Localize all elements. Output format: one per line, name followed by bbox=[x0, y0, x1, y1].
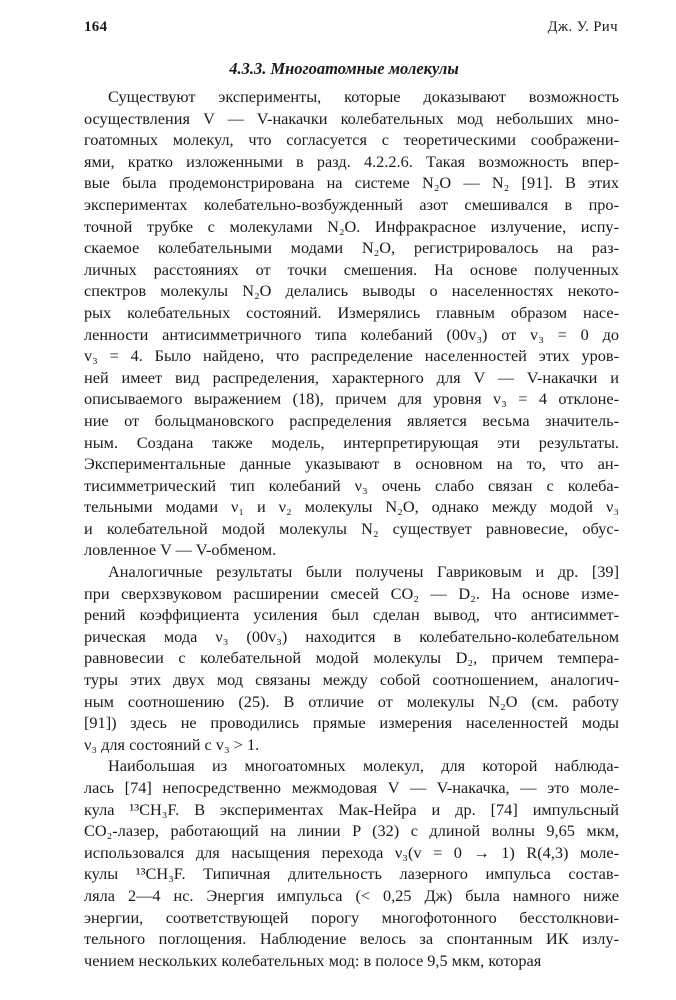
body-text bbox=[84, 86, 619, 971]
text-line: спектров молекулы N₂O делались выводы о населенностях некото- bbox=[84, 281, 619, 301]
text-line: осуществления V — V-накачки колебательных мод небольших мно- bbox=[84, 108, 619, 128]
text-line: и колебательной модой молекулы N₂ существует равновесие, обус- bbox=[84, 518, 619, 538]
text-line: лась [74] непосредственно межмодовая V — V-накачка, — это моле- bbox=[84, 778, 619, 797]
text-line: тельного поглощения. Наблюдение велось за спонтанным ИК излу- bbox=[84, 929, 619, 949]
text-line: Существуют эксперименты, которые доказывают возможность bbox=[108, 87, 619, 106]
text-line: вые была продемонстрирована на системе N₂O — N₂ [91]. В этих bbox=[84, 173, 619, 193]
text-line: тельными модами ν₁ и ν₂ молекулы N₂O, однако между модой ν₃ bbox=[84, 497, 619, 517]
running-head: Дж. У. Рич bbox=[547, 19, 618, 35]
text-line: чением нескольких колебательных мод: в полосе 9,5 мкм, которая bbox=[84, 950, 542, 970]
text-line: равновесии с колебательной модой молекулы D₂, причем темпера- bbox=[84, 648, 619, 668]
text-line: личных расстояниях от точки смешения. На основе полученных bbox=[84, 259, 619, 279]
text-line: ν₃ для состояний с v₃ > 1. bbox=[84, 734, 260, 754]
paragraph bbox=[84, 86, 619, 561]
text-line: рений коэффициента усиления был сделан вывод, что антисиммет- bbox=[84, 605, 619, 625]
text-line: описываемого выражением (18), причем для уровня v₃ = 4 отклоне- bbox=[84, 389, 619, 409]
paragraph bbox=[84, 561, 619, 755]
text-line: при сверхзвуковом расширении смесей CO₂ — D₂. На основе изме- bbox=[84, 583, 619, 603]
text-line: ней имеет вид распределения, характерного для V — V-накачки и bbox=[84, 367, 619, 387]
text-line: CO₂-лазер, работающий на линии P (32) с длиной волны 9,65 мкм, bbox=[84, 821, 619, 841]
page-number: 164 bbox=[84, 19, 108, 35]
text-line: скаемое колебательными модами N₂O, регистрировалось на раз- bbox=[84, 238, 619, 258]
text-line: v₃ = 4. Было найдено, что распределение населенностей этих уров- bbox=[84, 346, 619, 366]
text-line: ным. Создана также модель, интерпретирующая эти результаты. bbox=[84, 432, 619, 452]
text-line: ние от больцмановского распределения является весьма значитель- bbox=[84, 410, 619, 430]
text-line: ями, кратко изложенными в разд. 4.2.2.6. Такая возможность впер- bbox=[84, 151, 619, 171]
text-line: экспериментах колебательно-возбужденный азот смешивался в про- bbox=[84, 194, 619, 214]
text-line: использовался для насыщения перехода ν₃(v = 0 → 1) R(4,3) моле- bbox=[84, 842, 619, 862]
text-line: ленности антисимметричного типа колебаний (00v₃) от v₃ = 0 до bbox=[84, 324, 619, 344]
text-line: [91]) здесь не проводились прямые измерения населенностей моды bbox=[84, 713, 619, 733]
paragraph bbox=[84, 755, 619, 971]
section-heading: 4.3.3. Многоатомные молекулы bbox=[229, 59, 459, 78]
text-line: ляла 2—4 нс. Энергия импульса (< 0,25 Дж) была намного ниже bbox=[84, 885, 619, 905]
text-line: ным соотношению (25). В отличие от молекулы N₂O (см. работу bbox=[84, 691, 619, 711]
text-line: Наибольшая из многоатомных молекул, для которой наблюда- bbox=[108, 756, 619, 776]
text-line: точной трубке с молекулами N₂O. Инфракрасное излучение, испу- bbox=[84, 216, 619, 236]
text-line: кула ¹³CH₃F. В экспериментах Мак-Нейра и др. [74] импульсный bbox=[84, 799, 619, 819]
text-line: гоатомных молекул, что согласуется с теоретическими соображени- bbox=[84, 130, 619, 150]
text-line: энергии, соответствующей порогу многофотонного бесстолкнови- bbox=[84, 907, 619, 927]
text-line: ричеcкая мода ν₃ (00v₃) находится в колебательно-колебательном bbox=[84, 626, 619, 646]
text-line: тисимметрический тип колебаний ν₃ очень слабо связан с колеба- bbox=[84, 475, 619, 495]
text-line: туры этих двух мод связаны между собой соотношением, аналогич- bbox=[84, 670, 619, 690]
text-line: кулы ¹³CH₃F. Типичная длительность лазерного импульса состав- bbox=[84, 864, 619, 884]
text-line: рых колебательных состояний. Измерялись главным образом насе- bbox=[84, 302, 619, 322]
text-line: Аналогичные результаты были получены Гавриковым и др. [39] bbox=[108, 562, 619, 582]
text-line: ловленное V — V-обменом. bbox=[84, 540, 277, 560]
text-line: Экспериментальные данные указывают в основном на то, что ан- bbox=[84, 454, 619, 474]
